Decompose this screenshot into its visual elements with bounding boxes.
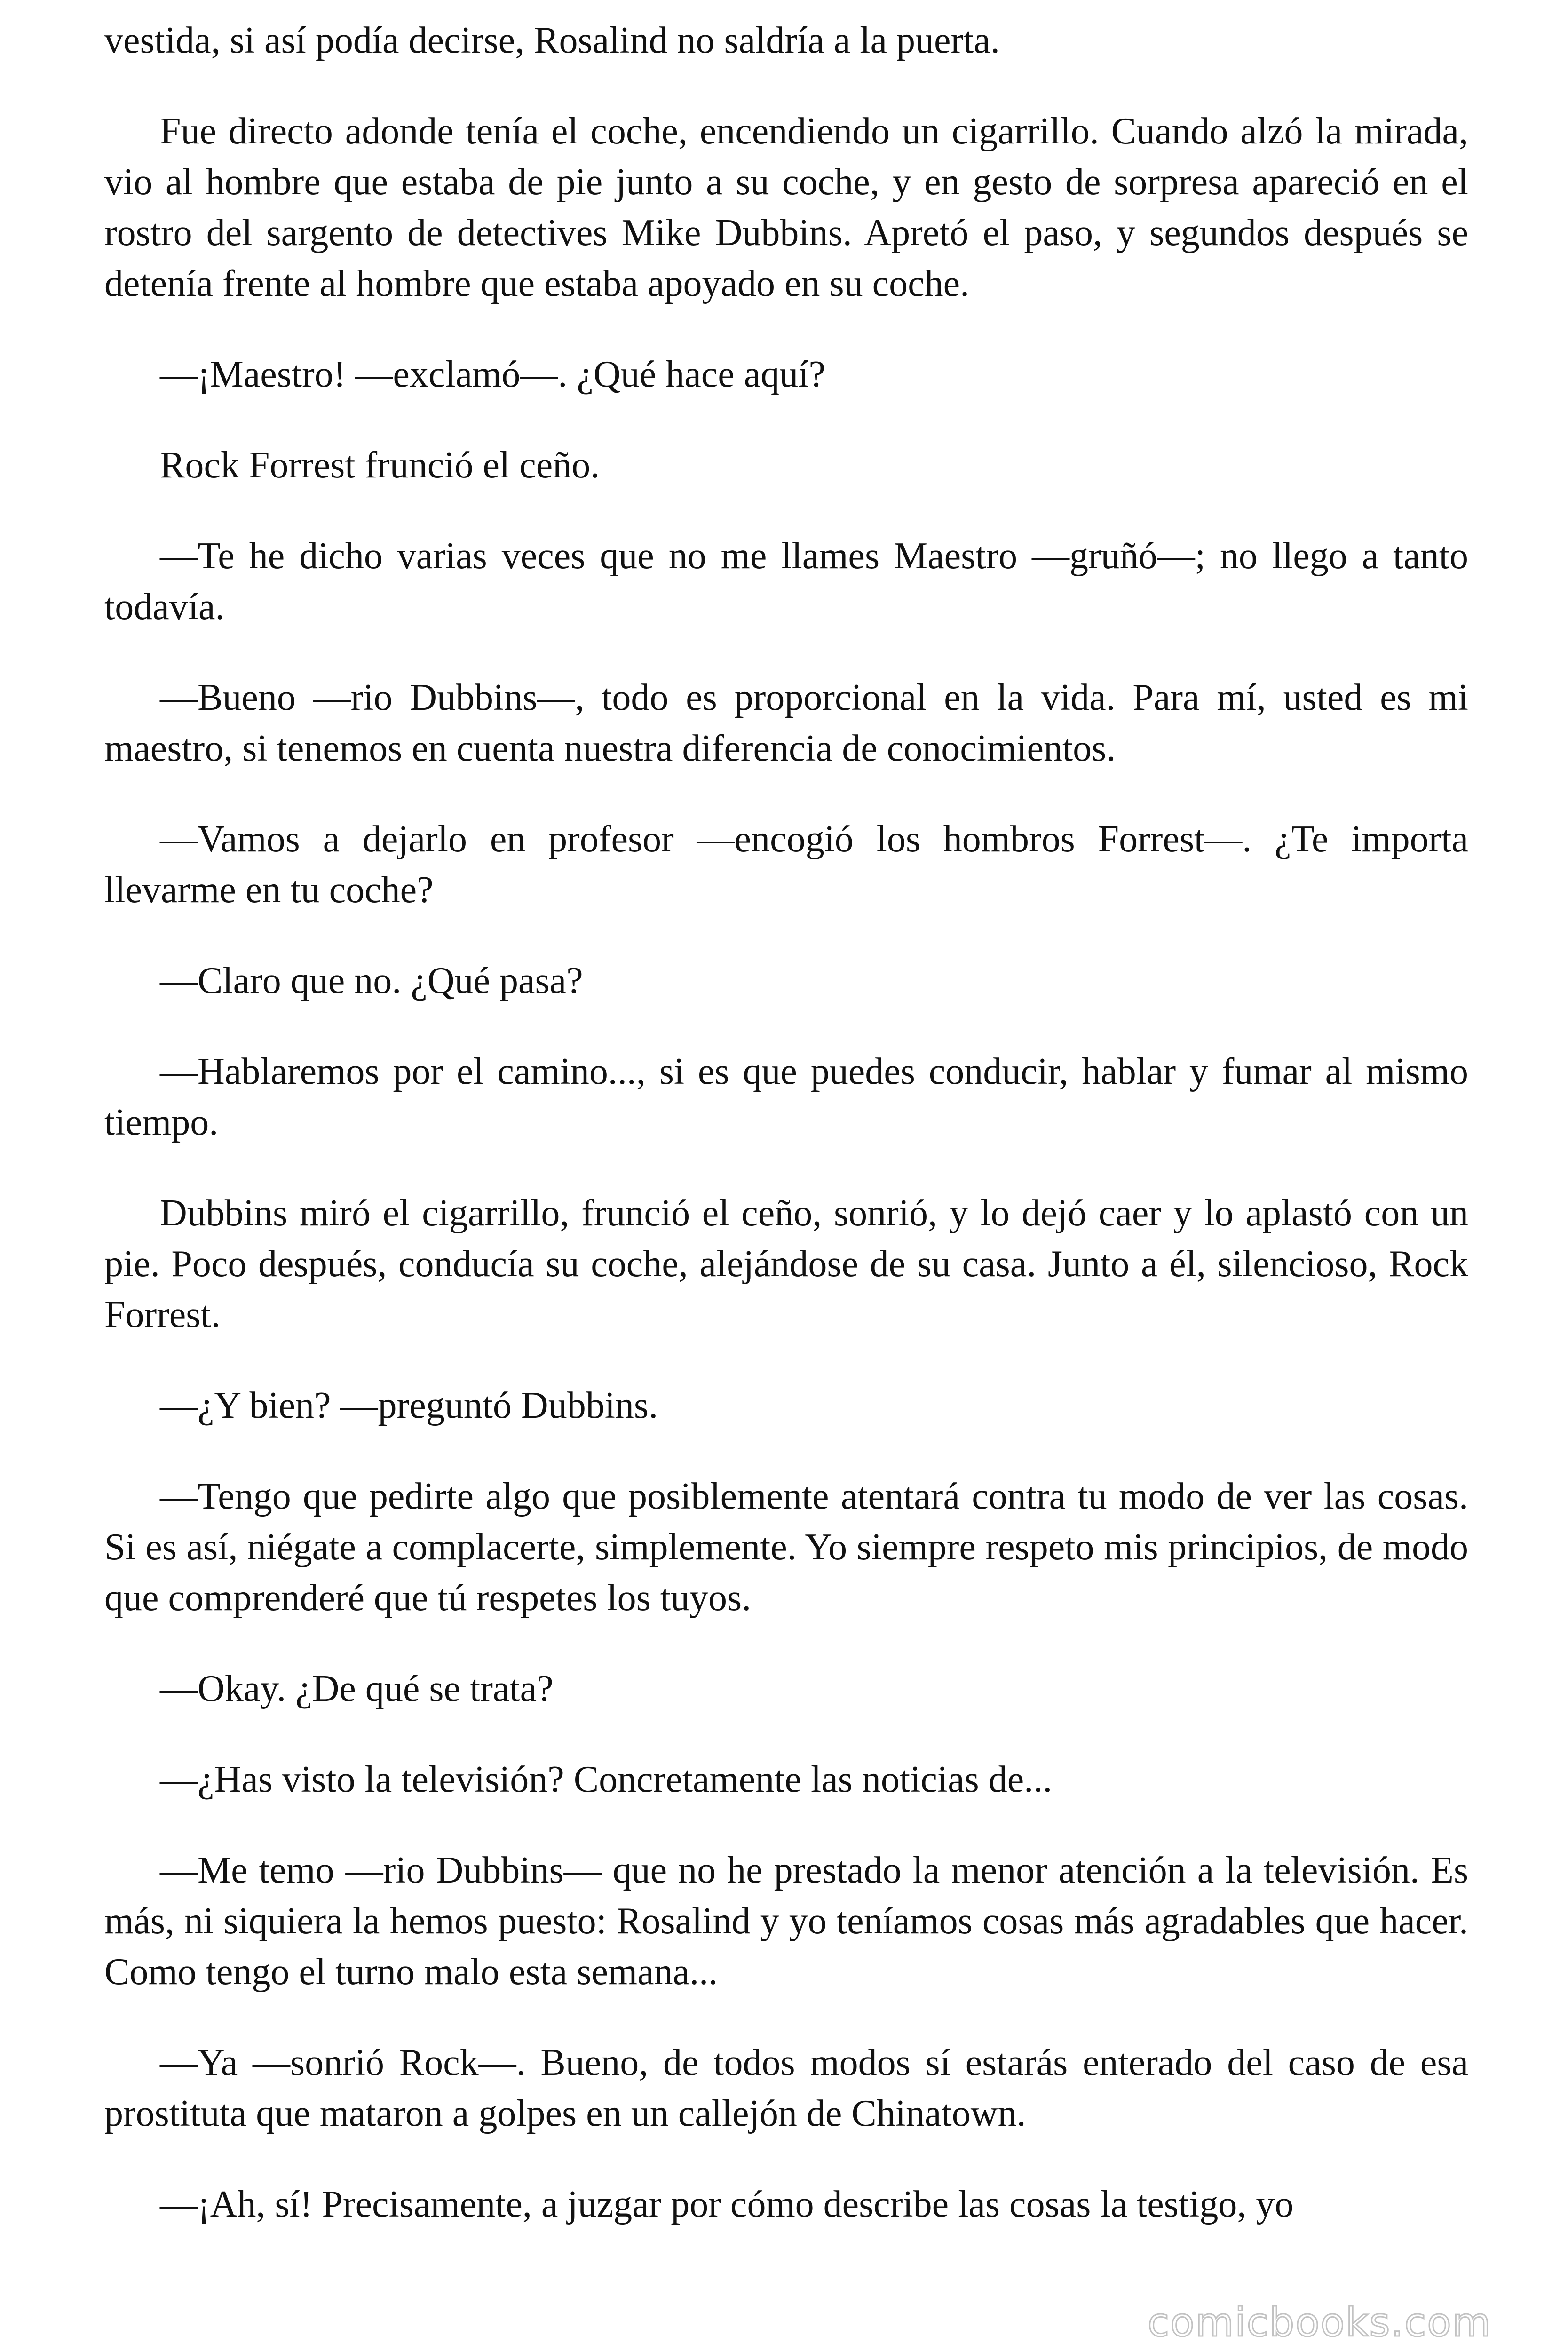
paragraph-1: vestida, si así podía decirse, Rosalind no saldría a la puerta. [104, 20, 1000, 61]
paragraph-12: —Tengo que pedirte algo que posiblemente atentará contra tu modo de ver las cosas. Si es así, niégate a complacerte, simplemente. Yo siempre respeto mis principios, de modo que comprenderé que tú respetes los tuyos. [104, 1476, 1468, 1619]
paragraph-6: —Bueno —rio Dubbins—, todo es proporcional en la vida. Para mí, usted es mi maestro, si tenemos en cuenta nuestra diferencia de conocimientos. [104, 677, 1468, 769]
paragraph-13: —Okay. ¿De qué se trata? [160, 1668, 554, 1709]
paragraph-10: Dubbins miró el cigarrillo, frunció el ceño, sonrió, y lo dejó caer y lo aplastó con un pie. Poco después, conducía su coche, alejándose de su casa. Junto a él, silencioso, Rock Forrest. [104, 1192, 1468, 1335]
paragraph-8: —Claro que no. ¿Qué pasa? [160, 960, 583, 1001]
paragraph-9: —Hablaremos por el camino..., si es que puedes conducir, hablar y fumar al mismo tiempo. [104, 1051, 1468, 1143]
paragraph-14: —¿Has visto la televisión? Concretamente las noticias de... [160, 1759, 1053, 1800]
paragraph-4: Rock Forrest frunció el ceño. [160, 445, 600, 486]
paragraph-7: —Vamos a dejarlo en profesor —encogió los hombros Forrest—. ¿Te importa llevarme en tu coche? [104, 818, 1468, 911]
paragraph-3: —¡Maestro! —exclamó—. ¿Qué hace aquí? [160, 354, 825, 395]
paragraph-16: —Ya —sonrió Rock—. Bueno, de todos modos sí estarás enterado del caso de esa prostituta que mataron a golpes en un callejón de Chinatown. [104, 2042, 1468, 2134]
paragraph-17: —¡Ah, sí! Precisamente, a juzgar por cómo describe las cosas la testigo, yo [160, 2184, 1294, 2225]
watermark: comicbooks.com [1148, 2299, 1492, 2345]
page-body-text [104, 15, 1468, 2270]
paragraph-15: —Me temo —rio Dubbins— que no he prestado la menor atención a la televisión. Es más, ni siquiera la hemos puesto: Rosalind y yo teníamos cosas más agradables que hacer. Como tengo el turno malo esta semana... [104, 1850, 1468, 1993]
paragraph-5: —Te he dicho varias veces que no me llames Maestro —gruñó—; no llego a tanto todavía. [104, 535, 1468, 628]
paragraph-2: Fue directo adonde tenía el coche, encendiendo un cigarrillo. Cuando alzó la mirada, vio al hombre que estaba de pie junto a su coche, y en gesto de sorpresa apareció en el rostro del sargento de detectives Mike Dubbins. Apretó el paso, y segundos después se detenía frente al hombre que estaba apoyado en su coche. [104, 111, 1468, 304]
paragraph-11: —¿Y bien? —preguntó Dubbins. [160, 1385, 658, 1426]
